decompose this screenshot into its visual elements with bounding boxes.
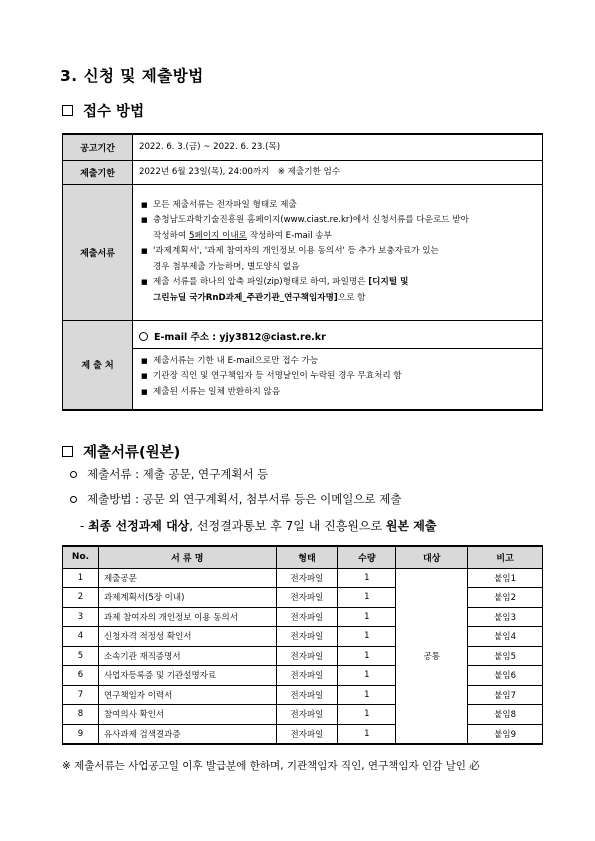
deadline-label: 제출기한 [63,160,133,184]
table-row: 3 과제 참여자의 개인정보 이용 동의서 전자파일 1 붙임3 [63,607,543,627]
reception-title: 접수 방법 [83,104,145,120]
table-header-row [63,546,543,568]
table-row: 9 유사과제 검색결과증 전자파일 1 붙임9 [63,724,543,744]
email-line [133,325,542,349]
circle-bullet-icon [70,471,77,478]
table-row: 1 제출공문 전자파일 1 공통 붙임1 [63,568,543,588]
table-row: 2 과제계획서(5장 이내) 전자파일 1 붙임2 [63,588,543,608]
dest-item: ■ 기관장 직인 및 연구책임자 등 서명날인이 누락된 경우 무효처리 함 [139,369,536,385]
table-row: 8 참여의사 확인서 전자파일 1 붙임8 [63,705,543,725]
col-header-qty: 수량 [338,546,396,568]
table-row: 5 소속기관 재직증명서 전자파일 1 붙임5 [63,646,543,666]
reception-table [62,133,543,411]
docs-item: ■ 제출 서류를 하나의 압축 파일(zip)형태로 하여, 파일명은 [디지털 및 그린뉴딜 국가RnD과제_주관기관_연구책임자명]으로 함 [139,275,536,306]
final-selection-note: - 최종 선정과제 대상, 선정결과통보 후 7일 내 진흥원으로 원본 제출 [80,519,437,533]
col-header-no: No. [63,546,99,568]
docs-item: ■ 모든 제출서류는 전자파일 형태로 제출 [139,198,536,214]
period-value: 2022. 6. 3.(금) ~ 2022. 6. 23.(목) [133,134,543,160]
dest-list [133,349,542,406]
deadline-value: 2022년 6월 23일(목), 24:00까지 [139,167,270,177]
circle-bullet-icon [139,332,148,341]
table-row: 6 사업자등록증 및 기관설명자료 전자파일 1 붙임6 [63,666,543,686]
table-row: 7 연구책임자 이력서 전자파일 1 붙임7 [63,685,543,705]
submission-method-line: 제출방법 : 공문 외 연구계획서, 첨부서류 등은 이메일으로 제출 [70,491,402,507]
table-row: 4 신청자격 적정성 확인서 전자파일 1 붙임4 [63,627,543,647]
square-bullet-icon [62,446,73,457]
dest-label: 제 출 처 [63,320,133,410]
col-header-name: 서 류 명 [98,546,276,568]
dest-item: ■ 제출된 서류는 일체 반환하지 않음 [139,385,536,401]
deadline-note: ※ 제출기한 엄수 [277,167,341,177]
docs-item: ■ 충청남도과학기술진흥원 홈페이지(www.ciast.re.kr)에서 신청서류를 다운로드 받아 작성하여 5페이지 이내로 작성하여 E-mail 송부 [139,213,536,244]
submission-title: 제출서류(원본) [83,445,181,461]
docs-cell [133,184,543,320]
docs-list [139,198,536,307]
col-header-target: 대상 [396,546,468,568]
dest-cell [133,320,543,410]
period-label: 공고기간 [63,134,133,160]
submission-heading [62,441,180,462]
col-header-note: 비고 [468,546,543,568]
docs-label: 제출서류 [63,184,133,320]
square-bullet-icon [62,105,73,116]
target-cell: 공통 [396,568,468,744]
docs-item: ■ '과제계획서', '과제 참여자의 개인정보 이용 동의서' 등 추가 보충자료가 있는 경우 첨부제출 가능하며, 별도양식 없음 [139,244,536,275]
section-title: 3. 신청 및 제출방법 [60,67,204,85]
circle-bullet-icon [70,496,77,503]
submission-docs-line: 제출서류 : 제출 공문, 연구계획서 등 [70,466,268,482]
dest-item: ■ 제출서류는 기한 내 E-mail으로만 접수 가능 [139,354,536,370]
footnote: ※ 제출서류는 사업공고일 이후 발급분에 한하며, 기관책임자 직인, 연구책임자 인감 날인 必 [62,760,480,772]
page-limit-text: 5페이지 이내로 [188,230,247,241]
reception-heading [62,100,144,121]
documents-table [62,545,543,745]
deadline-cell [133,160,543,184]
col-header-form: 형태 [276,546,338,568]
email-address: E-mail 주소 : yjy3812@ciast.re.kr [154,332,326,343]
